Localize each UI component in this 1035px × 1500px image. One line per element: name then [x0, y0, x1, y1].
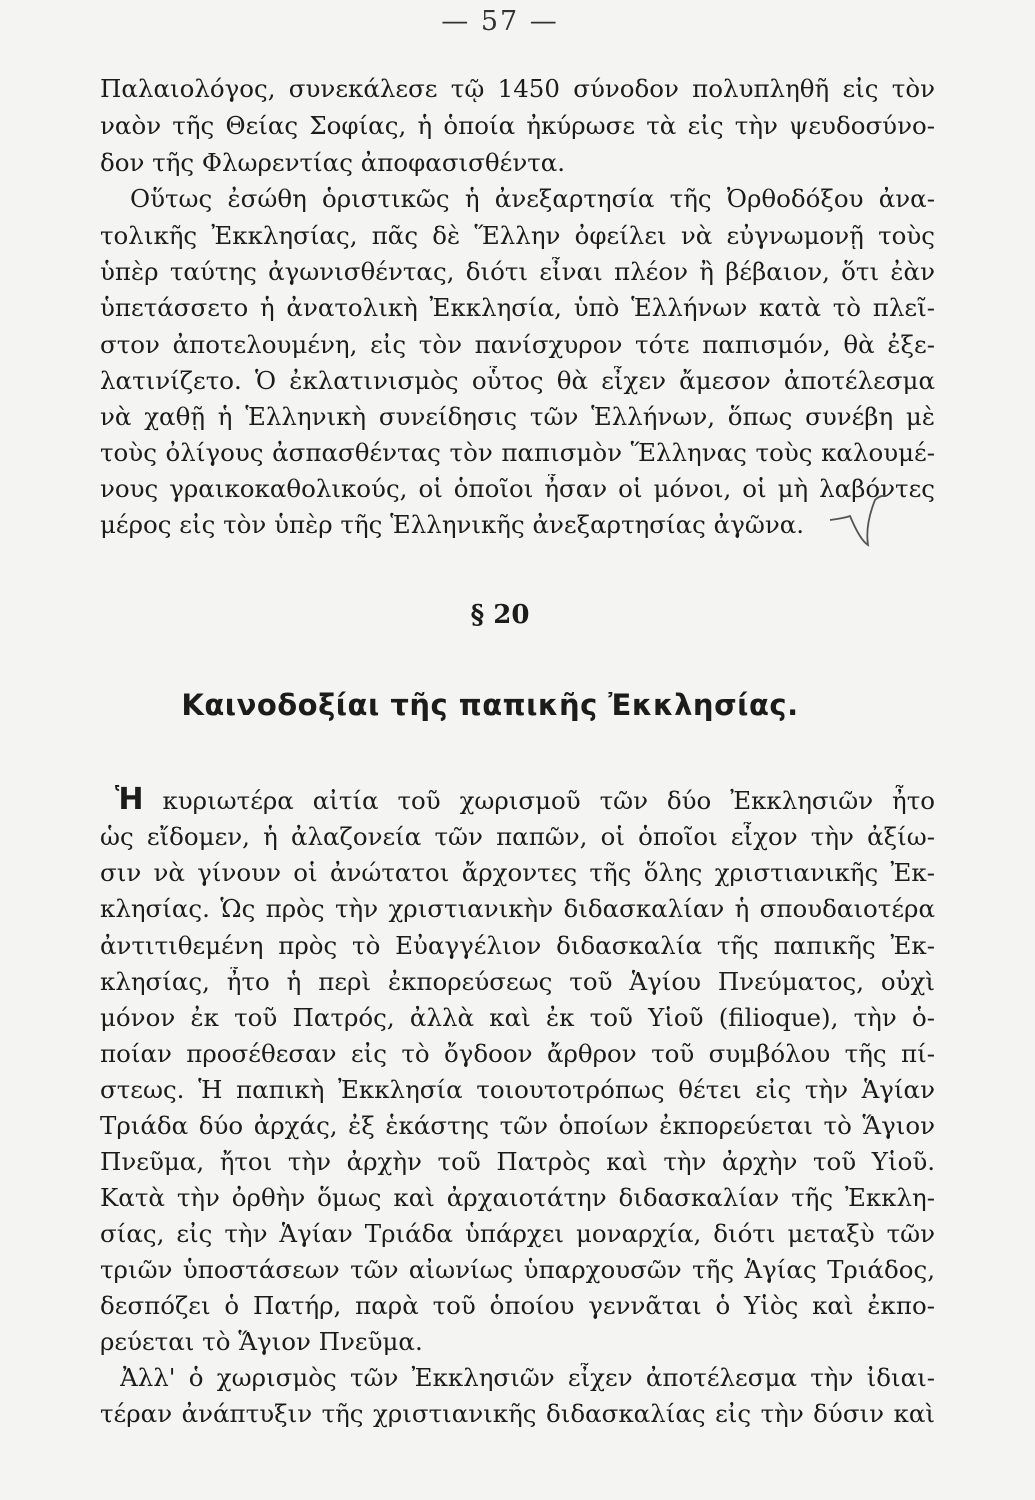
- text-line: ὑπετάσσετο ἡ ἀνατολικὴ Ἐκκλησία, ὑπὸ Ἑλλήνων κατὰ τὸ πλεῖ-: [100, 293, 935, 322]
- text-line: Κατὰ τὴν ὀρθὴν ὅμως καὶ ἀρχαιοτάτην διδασκαλίαν τῆς Ἐκκλη-: [100, 1183, 935, 1212]
- text-line: ὑπὲρ ταύτης ἀγωνισθέντας, διότι εἶναι πλέον ἢ βέβαιον, ὅτι ἐὰν: [100, 257, 935, 286]
- text-line: Πνεῦμα, ἤτοι τὴν ἀρχὴν τοῦ Πατρὸς καὶ τὴν ἀρχὴν τοῦ Υἱοῦ.: [100, 1147, 935, 1176]
- section-number: § 20: [470, 600, 530, 630]
- pencil-mark: [820, 490, 890, 550]
- text-line: στεως. Ἡ παπικὴ Ἐκκλησία τοιουτοτρόπως θέτει εἰς τὴν Ἁγίαν: [100, 1075, 935, 1104]
- text-line: Οὕτως ἐσώθη ὁριστικῶς ἡ ἀνεξαρτησία τῆς Ὀρθοδόξου ἀνα-: [130, 184, 935, 213]
- text-line: μόνον ἐκ τοῦ Πατρός, ἀλλὰ καὶ ἐκ τοῦ Υἱοῦ (filioque), τὴν ὁ-: [100, 1003, 935, 1032]
- text-line-first: [115, 785, 935, 816]
- text-line: ναὸν τῆς Θείας Σοφίας, ἡ ὁποία ἠκύρωσε τὰ εἰς τὴν ψευδοσύνο-: [100, 111, 935, 140]
- text-line: λατινίζετο. Ὁ ἐκλατινισμὸς οὗτος θὰ εἶχεν ἄμεσον ἀποτέλεσμα: [100, 366, 935, 395]
- text-line: ὡς εἴδομεν, ἡ ἀλαζονεία τῶν παπῶν, οἱ ὁποῖοι εἶχον τὴν ἀξίω-: [100, 822, 935, 851]
- text-line: τέραν ἀνάπτυξιν τῆς χριστιανικῆς διδασκαλίας εἰς τὴν δύσιν καὶ: [100, 1399, 935, 1428]
- text-line: ρεύεται τὸ Ἅγιον Πνεῦμα.: [100, 1327, 423, 1356]
- text-line: τοὺς ὀλίγους ἀσπασθέντας τὸν παπισμὸν Ἕλληνας τοὺς καλουμέ-: [100, 438, 935, 467]
- text-line: νὰ χαθῇ ἡ Ἑλληνικὴ συνείδησις τῶν Ἑλλήνων, ὅπως συνέβη μὲ: [100, 402, 935, 431]
- text-line: στον ἀποτελουμένη, εἰς τὸν πανίσχυρον τότε παπισμόν, θὰ ἐξε-: [100, 330, 935, 359]
- text-line: τολικῆς Ἐκκλησίας, πᾶς δὲ Ἕλλην ὀφείλει νὰ εὐγνωμονῇ τοὺς: [100, 221, 935, 250]
- text-line: Τριάδα δύο ἀρχάς, ἐξ ἑκάστης τῶν ὁποίων ἐκπορεύεται τὸ Ἅγιον: [100, 1111, 935, 1140]
- text-line: κλησίας. Ὡς πρὸς τὴν χριστιανικὴν διδασκαλίαν ἡ σπουδαιοτέρα: [100, 894, 935, 923]
- text-line: δον τῆς Φλωρεντίας ἀποφασισθέντα.: [100, 148, 566, 177]
- text-line: μέρος εἰς τὸν ὑπὲρ τῆς Ἑλληνικῆς ἀνεξαρτησίας ἀγῶνα.: [100, 510, 805, 539]
- text-line: ποίαν προσέθεσαν εἰς τὸ ὄγδοον ἄρθρον τοῦ συμβόλου τῆς πί-: [100, 1039, 935, 1068]
- drop-initial: Ἡ: [115, 785, 144, 816]
- text-line: τριῶν ὑποστάσεων τῶν αἰωνίως ὑπαρχουσῶν τῆς Ἁγίας Τριάδος,: [100, 1255, 935, 1284]
- text-line: νους γραικοκαθολικούς, οἱ ὁποῖοι ἦσαν οἱ μόνοι, οἱ μὴ λαβόντες: [100, 474, 935, 503]
- text-line: δεσπόζει ὁ Πατήρ, παρὰ τοῦ ὁποίου γεννᾶται ὁ Υἱὸς καὶ ἐκπο-: [100, 1291, 935, 1320]
- section-title: Καινοδοξίαι τῆς παπικῆς Ἐκκλησίας.: [181, 688, 799, 722]
- text-line: Ἀλλ' ὁ χωρισμὸς τῶν Ἐκκλησιῶν εἶχεν ἀποτέλεσμα τὴν ἰδιαι-: [120, 1363, 935, 1392]
- text-line: Παλαιολόγος, συνεκάλεσε τῷ 1450 σύνοδον πολυπληθῆ εἰς τὸν: [100, 74, 935, 103]
- text-line: ἀντιτιθεμένη πρὸς τὸ Εὐαγγέλιον διδασκαλία τῆς παπικῆς Ἐκ-: [100, 931, 935, 960]
- text-line: κλησίας, ἦτο ἡ περὶ ἐκπορεύσεως τοῦ Ἁγίου Πνεύματος, οὐχὶ: [100, 967, 935, 996]
- text-line: σιν νὰ γίνουν οἱ ἀνώτατοι ἄρχοντες τῆς ὅλης χριστιανικῆς Ἐκ-: [100, 858, 935, 887]
- text-line-rest: κυριωτέρα αἰτία τοῦ χωρισμοῦ τῶν δύο Ἐκκλησιῶν ἦτο: [162, 786, 935, 815]
- page-number: — 57 —: [441, 6, 559, 37]
- text-line: σίας, εἰς τὴν Ἁγίαν Τριάδα ὑπάρχει μοναρχία, διότι μεταξὺ τῶν: [100, 1219, 935, 1248]
